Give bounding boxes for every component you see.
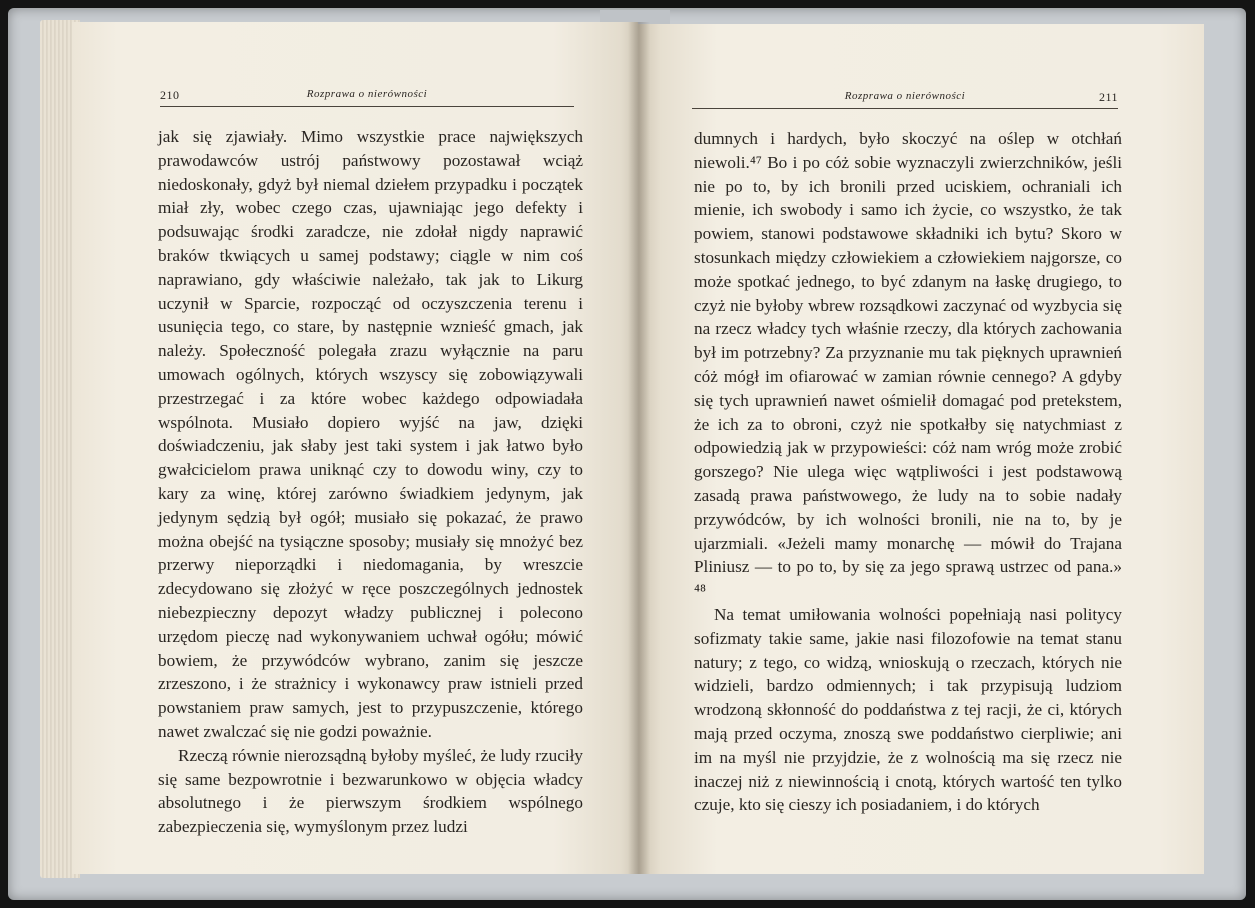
right-paragraph-1: dumnych i hardych, było skoczyć na oślep w otchłań niewoli.⁴⁷ Bo i po cóż sobie wyznaczyli zwierzchników, jeśli nie po to, by ich bronili przed uciskiem, ochraniali ich mienie, ich swobody i samo ich życie, co wszystko, że tak powiem, stanowi podstawowe składniki ich bytu? Skoro w stosunkach między człowiekiem a człowiekiem najgorsze, co może spotkać jednego, to być zdanym na łaskę drugiego, to czyż nie byłoby wbrew rozsądkowi zaczynać od wyzbycia się na rzecz władcy tych właśnie rzeczy, dla których zachowania był im potrzebny? Za przyznanie mu tak pięknych uprawnień cóż mógł im ofiarować w zamian równie cennego? A gdyby się tych uprawnień nawet ośmielił domagać pod pretekstem, że ich za to obroni, czyż nie spotkałby się natychmiast z odpowiedzią jak w przypowieści: cóż nam wróg może zrobić gorszego? Nie ulega więc wątpliwości i jest podstawową zasadą prawa państwowego, że ludy na to sobie nadały przywódców, by ich wolności bronili, nie na to, by je ujarzmiali. «Jeżeli mamy monarchę — mówił do Trajana Pliniusz — to po to, by się za jego sprawą ustrzec od pana.» ⁴⁸ <box>694 129 1122 601</box>
right-page-number: 211 <box>1098 90 1118 104</box>
left-page <box>72 22 638 874</box>
left-page-text <box>158 125 583 839</box>
right-paragraph-2: Na temat umiłowania wolności popełniają nasi politycy sofizmaty takie same, jakie nasi filozofowie na temat stanu natury; z tego, co widzą, wnioskują o rzeczach, których nie widzieli, bardzo odmiennych; i tak przypisują ludziom wrodzoną skłonność do poddaństwa z tej racji, że ci, których mają przed oczyma, znoszą swe poddaństwo cierpliwie; ani im na myśl nie przyjdzie, że z wolnością ma się rzecz nie inaczej niż z niewinnością i cnotą, których wartość ten tylko czuje, kto się cieszy ich posiadaniem, i do których <box>694 604 1122 815</box>
left-page-number: 210 <box>160 88 180 102</box>
left-paragraph-2: Rzeczą równie nierozsądną byłoby myśleć, że ludy rzuciły się same bezpowrotnie i bezwarunkowo w objęcia władcy absolutnego i że pierwszym środkiem wspólnego zabezpieczenia się, wymyślonym przez ludzi <box>158 745 583 837</box>
right-page-text <box>694 127 1122 817</box>
left-paragraph-1: jak się zjawiały. Mimo wszystkie prace największych prawodawców ustrój państwowy pozostawał wciąż niedoskonały, gdyż był niemal dziełem przypadku i początek miał zły, wobec czego czas, ujawniając jego defekty i podsuwając środki zaradcze, nie zdołał nigdy naprawić braków tkwiących u samej podstawy; ciągle w nim coś naprawiano, gdy właściwie należało, tak jak to Likurg uczynił w Sparcie, rozpocząć od oczyszczenia terenu i usunięcia tego, co stare, by następnie wznieść gmach, jak należy. Społeczność polegała zrazu wyłącznie na paru umowach ogólnych, których wszyscy się zobowiązywali przestrzegać i za które wobec każdego odpowiadała wspólnota. Musiało dopiero wyjść na jaw, dzięki doświadczeniu, jak słaby jest taki system i jak łatwo było gwałcicielom prawa uniknąć czy to dowodu winy, czy to kary za winę, której zarówno świadkiem jedynym, jak jedynym sędzią był ogół; musiało się pokazać, że prawo można obejść na tysiączne sposoby; musiały się mnożyć bez przerwy nieporządki i niedomagania, by wreszcie zdecydowano się złożyć w ręce poszczególnych jednostek niebezpieczny depozyt władzy publicznej i polecono urzędom pieczę nad wykonywaniem uchwał ogółu; mówić bowiem, że przywódców wybrano, zanim się jeszcze zrzeszono, i że strażnicy i wykonawcy praw istnieli przed powstaniem praw samych, jest to przypuszczenie, którego nawet zwalczać się nie godzi poważnie. <box>158 127 583 741</box>
left-header-rule <box>160 106 574 107</box>
left-running-head <box>160 88 574 108</box>
left-running-title: Rozprawa o nierówności <box>306 88 428 100</box>
book-gutter <box>628 22 650 874</box>
right-header-rule <box>692 108 1118 109</box>
right-page <box>638 24 1204 874</box>
right-running-head <box>692 90 1118 110</box>
right-running-title: Rozprawa o nierówności <box>844 90 966 102</box>
